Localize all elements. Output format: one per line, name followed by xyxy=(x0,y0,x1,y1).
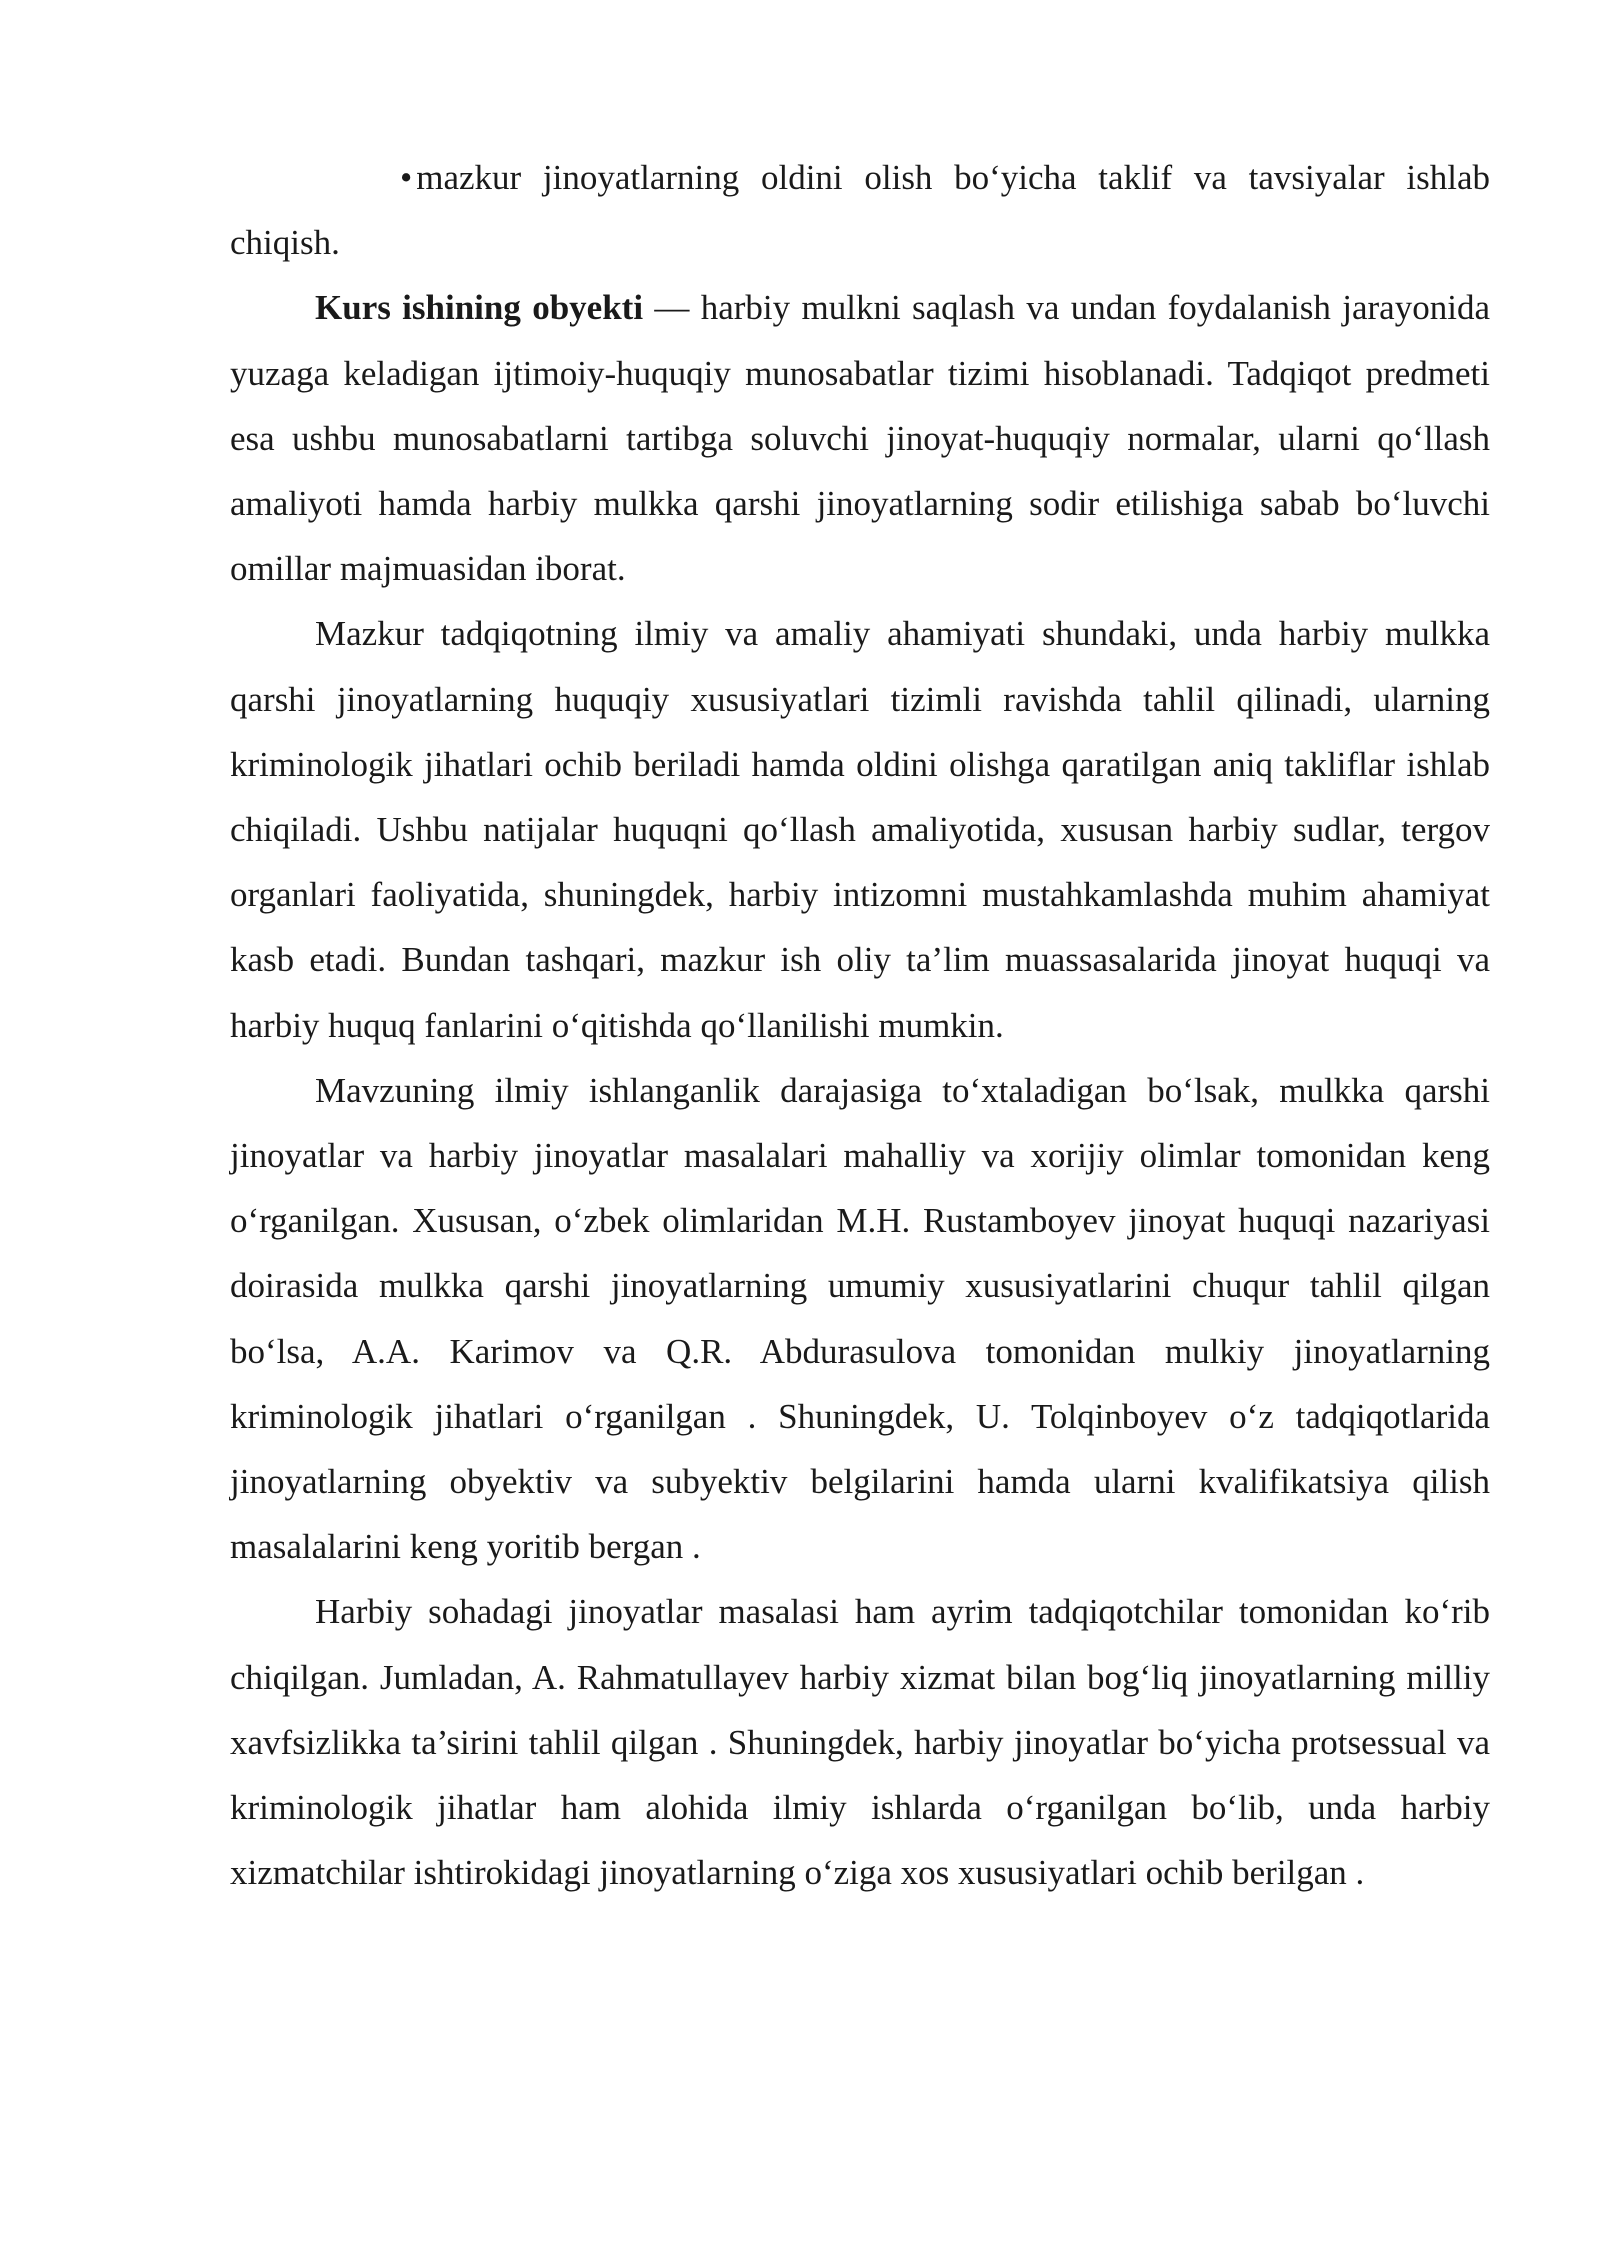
paragraph-object-lead: Kurs ishining obyekti xyxy=(315,288,644,328)
paragraph-significance: Mazkur tadqiqotning ilmiy va amaliy ahamiyati shundaki, unda harbiy mulkka qarshi jinoyatlarning huquqiy xususiyatlari tizimli ravishda tahlil qilinadi, ularning kriminologik jihatlari ochib beriladi hamda oldini olishga qaratilgan aniq takliflar ishlab chiqiladi. Ushbu natijalar huquqni qo‘llash amaliyotida, xususan harbiy sudlar, tergov organlari faoliyatida, shuningdek, harbiy intizomni mustahkamlashda muhim ahamiyat kasb etadi. Bundan tashqari, mazkur ish oliy ta’lim muassasalarida jinoyat huquqi va harbiy huquq fanlarini o‘qitishda qo‘llanilishi mumkin. xyxy=(230,614,1490,1045)
bullet-item-text: mazkur jinoyatlarning oldini olish bo‘yicha taklif va tavsiyalar ishlab chiqish. xyxy=(230,158,1490,263)
paragraph-object-text: — harbiy mulkni saqlash va undan foydalanish jarayonida yuzaga keladigan ijtimoiy-huquqiy munosabatlar tizimi hisoblanadi. Tadqiqot predmeti esa ushbu munosabatlarni tartibga soluvchi jinoyat-huquqiy normalar, ularni qo‘llash amaliyoti hamda harbiy mulkka qarshi jinoyatlarning sodir etilishiga sabab bo‘luvchi omillar majmuasidan iborat. xyxy=(230,288,1490,589)
document-body xyxy=(230,145,1490,1905)
bullet-marker: • xyxy=(400,158,413,197)
paragraph-military: Harbiy sohadagi jinoyatlar masalasi ham ayrim tadqiqotchilar tomonidan ko‘rib chiqilgan. Jumladan, A. Rahmatullayev harbiy xizmat bilan bog‘liq jinoyatlarning milliy xavfsizlikka ta’sirini tahlil qilgan . Shuningdek, harbiy jinoyatlar bo‘yicha protsessual va kriminologik jihatlar ham alohida ilmiy ishlarda o‘rganilgan bo‘lib, unda harbiy xizmatchilar ishtirokidagi jinoyatlarning o‘ziga xos xususiyatlari ochib berilgan . xyxy=(230,1592,1490,1893)
paragraph-object xyxy=(230,275,1490,601)
bullet-item xyxy=(230,145,1490,275)
paragraph-study-degree: Mavzuning ilmiy ishlanganlik darajasiga to‘xtaladigan bo‘lsak, mulkka qarshi jinoyatlar va harbiy jinoyatlar masalalari mahalliy va xorijiy olimlar tomonidan keng o‘rganilgan. Xususan, o‘zbek olimlaridan M.H. Rustamboyev jinoyat huquqi nazariyasi doirasida mulkka qarshi jinoyatlarning umumiy xususiyatlarini chuqur tahlil qilgan bo‘lsa, A.A. Karimov va Q.R. Abdurasulova tomonidan mulkiy jinoyatlarning kriminologik jihatlari o‘rganilgan . Shuningdek, U. Tolqinboyev o‘z tadqiqotlarida jinoyatlarning obyektiv va subyektiv belgilarini hamda ularni kvalifikatsiya qilish masalalarini keng yoritib bergan . xyxy=(230,1070,1490,1567)
